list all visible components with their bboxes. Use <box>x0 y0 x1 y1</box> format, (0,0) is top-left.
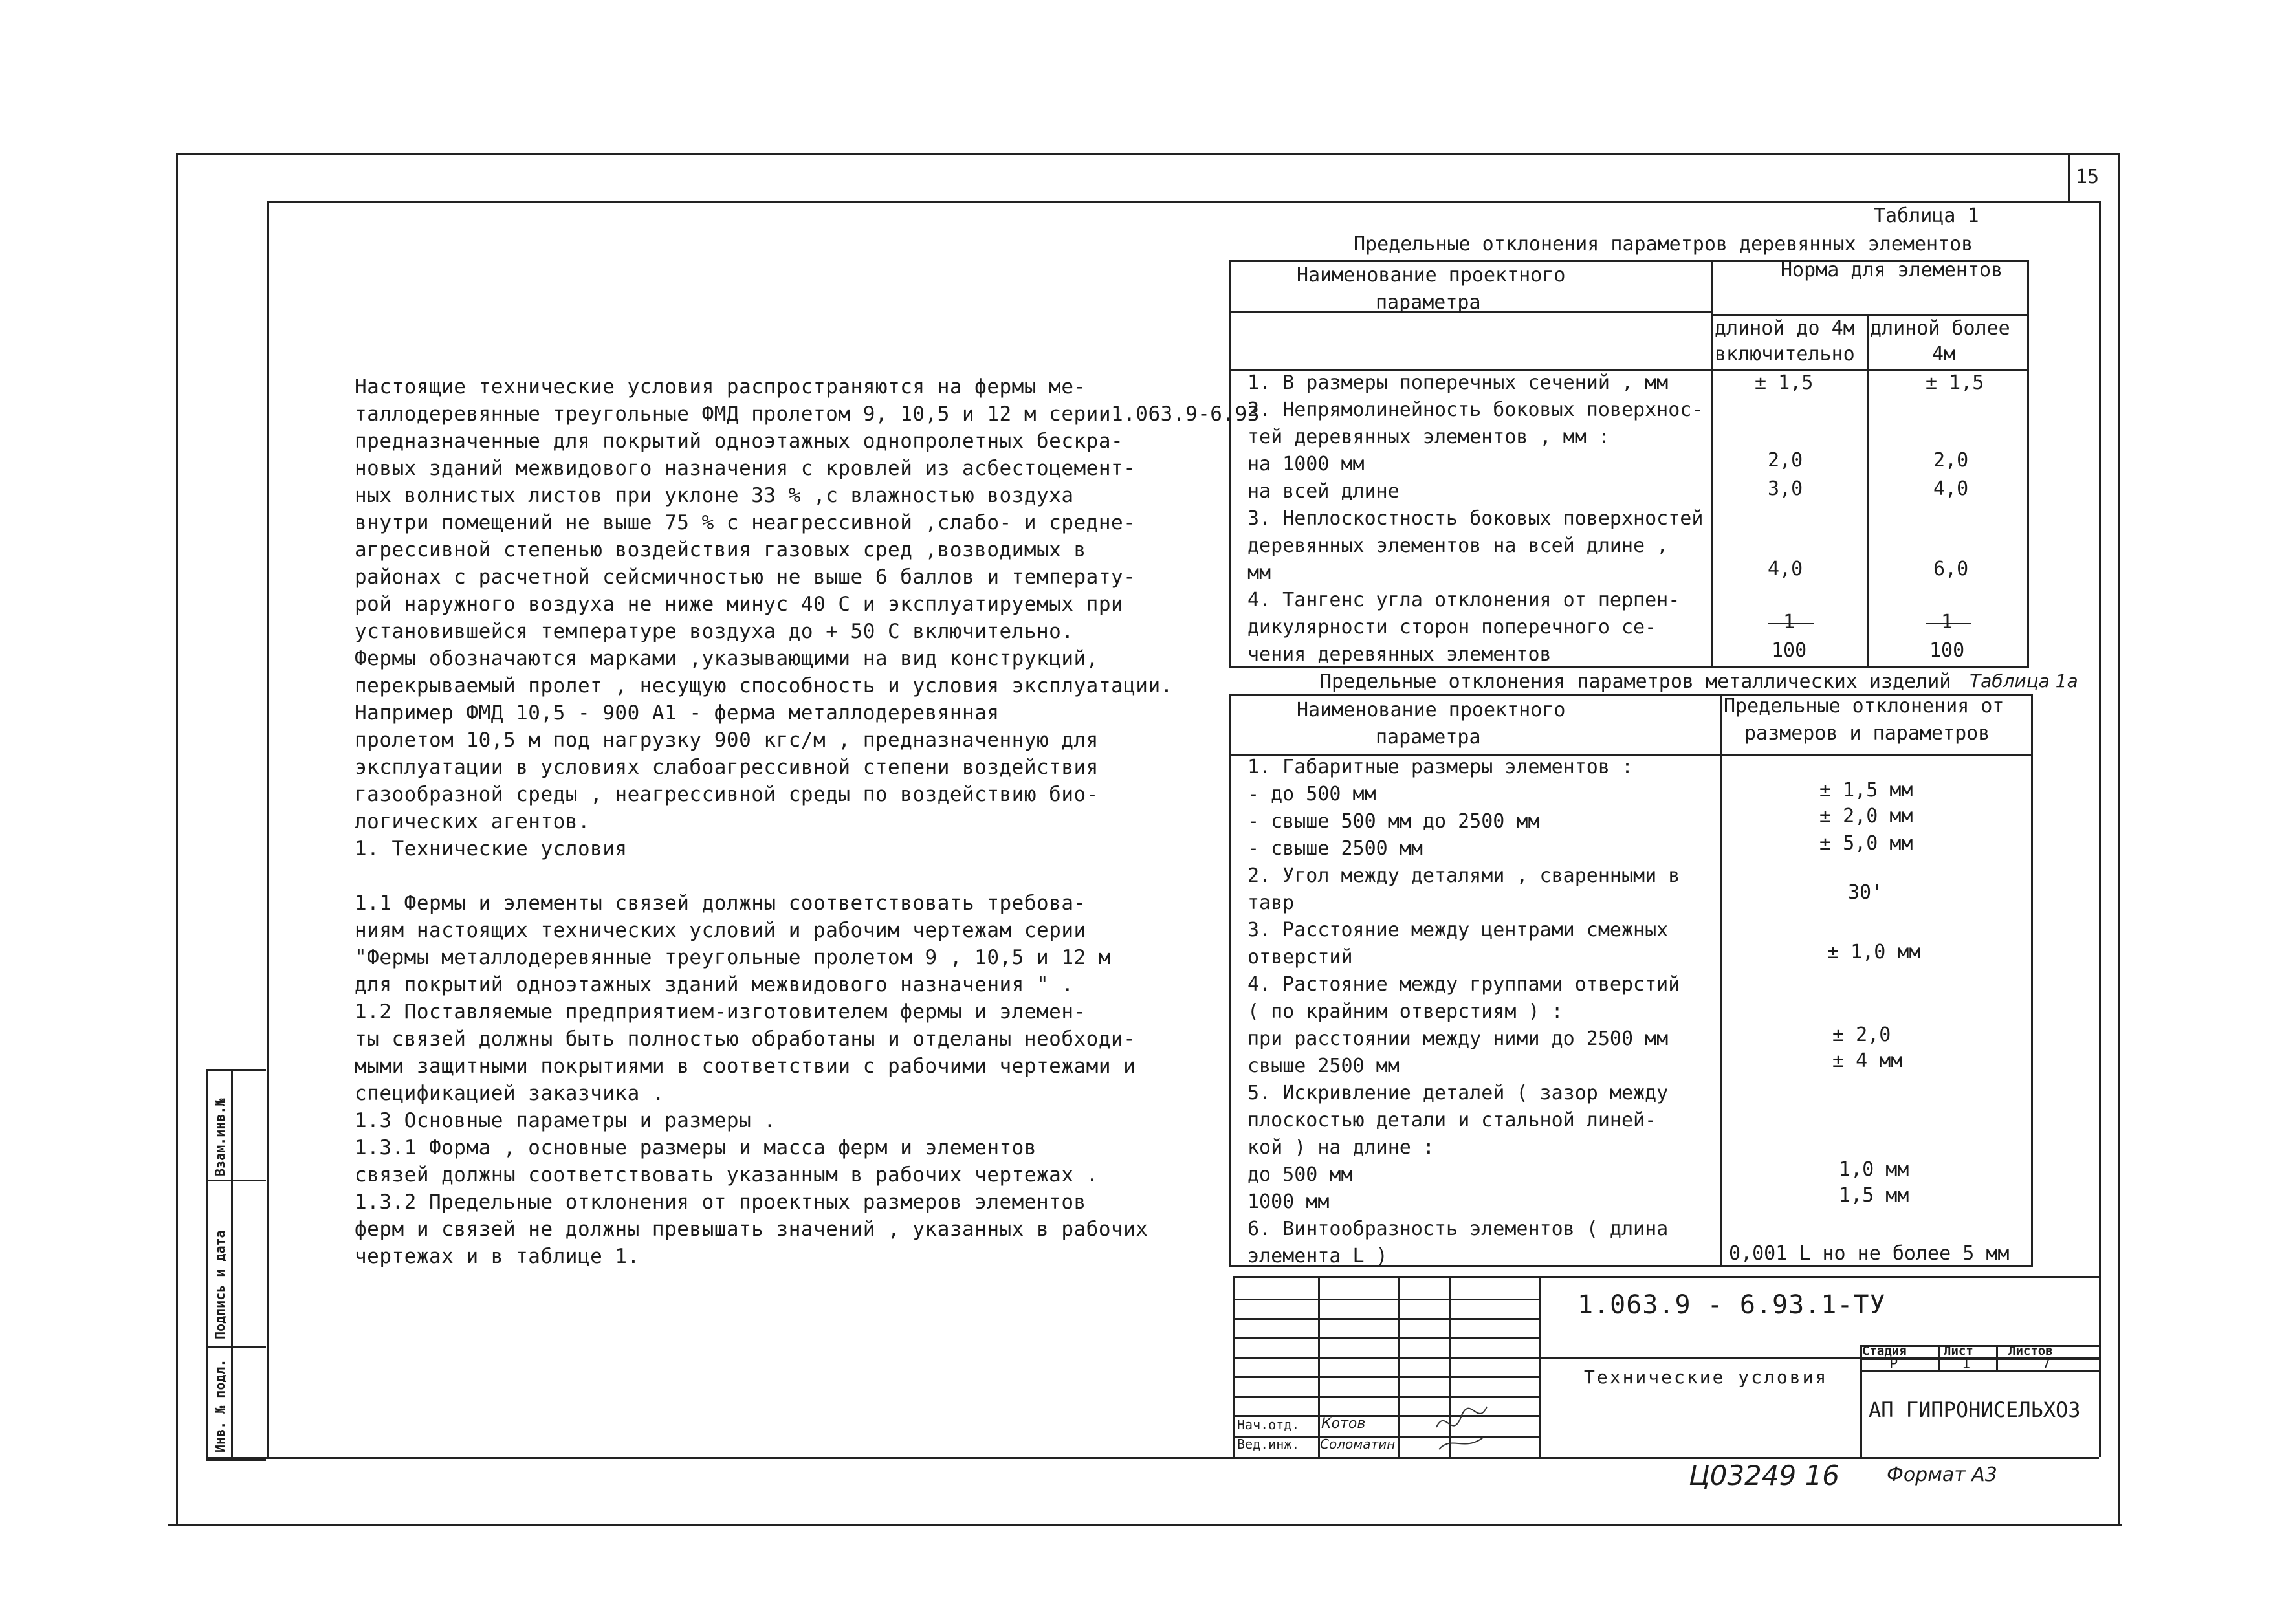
bottom-format: Формат А3 <box>1887 1464 1997 1486</box>
table1-header-col1: включительно <box>1715 343 1855 366</box>
body-line: ниям настоящих технических условий и рабочим чертежам серии <box>355 919 1086 942</box>
table1a-value: ± 4 мм <box>1832 1049 1903 1072</box>
table1a-row: тавр <box>1247 892 1295 914</box>
table1-header-name: Наименование проектного <box>1297 264 1566 287</box>
table1-header-col2: 4м <box>1932 343 1956 366</box>
body-line: новых зданий межвидового назначения с кровлей из асбестоцемент- <box>355 457 1136 480</box>
sheet-number-box-left <box>2068 153 2070 201</box>
table1a-row: отверстий <box>1247 946 1353 969</box>
table1a-row: 4. Растояние между группами отверстий <box>1247 973 1680 996</box>
table1a-value: ± 1,5 мм <box>1819 779 1913 802</box>
body-line: спецификацией заказчика . <box>355 1082 665 1105</box>
outer-frame-top <box>176 153 2120 155</box>
table1a-row: 6. Винтообразность элементов ( длина <box>1247 1218 1669 1240</box>
inner-frame-top <box>267 201 2099 203</box>
body-line: пролетом 10,5 м под нагрузку 900 кгс/м , предназначенную для <box>355 729 1099 752</box>
table1-header-col2: длиной более <box>1870 317 2010 340</box>
stamp-title: Технические условия <box>1584 1366 1828 1388</box>
table1-row: мм <box>1247 562 1271 584</box>
table1a-value: ± 1,0 мм <box>1827 941 1921 963</box>
body-line: внутри помещений не выше 75 % с неагрессивной ,слабо- и средне- <box>355 511 1136 534</box>
table1a-row: элемента L ) <box>1247 1245 1388 1267</box>
table1a-value: ± 2,0 <box>1832 1024 1891 1046</box>
sheet-number: 15 <box>2076 166 2100 188</box>
table1-value: 6,0 <box>1933 558 1969 580</box>
table1-header-name: параметра <box>1376 291 1481 314</box>
body-line: мыми защитными покрытиями в соответствии с рабочими чертежами и <box>355 1055 1136 1078</box>
body-line: 1.3 Основные параметры и размеры . <box>355 1109 776 1132</box>
body-line: чертежах и в таблице 1. <box>355 1245 640 1268</box>
table1a-header-dev: размеров и параметров <box>1744 722 1990 745</box>
outer-frame-bottom <box>168 1524 2122 1526</box>
inner-frame-left <box>267 201 269 1457</box>
outer-frame-right <box>2118 153 2120 1524</box>
table1a-value: 1,0 мм <box>1839 1158 1909 1181</box>
body-line: 1.3.1 Форма , основные размеры и масса ферм и элементов <box>355 1136 1037 1159</box>
table1a-row: плоскостью детали и стальной линей- <box>1247 1109 1657 1132</box>
outer-frame-left <box>176 153 178 1524</box>
table1-value: ± 1,5 <box>1755 371 1814 394</box>
table1a-title: Предельные отклонения параметров металлических изделий <box>1320 670 1951 693</box>
body-line: таллодеревянные треугольные ФМД пролетом 9, 10,5 и 12 м серии1.063.9-6.93 <box>355 402 1260 426</box>
table1-row: тей деревянных элементов , мм : <box>1247 426 1610 448</box>
table1a-header-dev: Предельные отклонения от <box>1724 695 2004 718</box>
body-line: перекрываемый пролет , несущую способность и условия эксплуатации. <box>355 674 1173 697</box>
table1a-value: 1,5 мм <box>1839 1184 1909 1207</box>
stamp-sheets: 7 <box>2042 1356 2051 1372</box>
body-line: предназначенные для покрытий одноэтажных однопролетных бескра- <box>355 430 1124 453</box>
body-line: связей должны соответствовать указанным в рабочих чертежах . <box>355 1163 1099 1187</box>
table1a-header-name: параметра <box>1376 726 1481 749</box>
inner-frame-right <box>2099 201 2101 1457</box>
stamp-sheet: 1 <box>1962 1356 1971 1372</box>
stamp-code: 1.063.9 - 6.93.1-ТУ <box>1577 1290 1886 1320</box>
table1-row: 1. В размеры поперечных сечений , мм <box>1247 371 1669 394</box>
table1-row: 2. Непрямолинейность боковых поверхнос- <box>1247 399 1704 421</box>
body-line: Например ФМД 10,5 - 900 А1 - ферма металлодеревянная <box>355 701 1000 725</box>
table1a-row: свыше 2500 мм <box>1247 1055 1400 1077</box>
body-line: 1.1 Фермы и элементы связей должны соответствовать требова- <box>355 892 1086 915</box>
side-label-replace-inv: Взам.инв.№ <box>212 1098 228 1176</box>
body-line: Фермы обозначаются марками ,указывающими на вид конструкций, <box>355 647 1099 670</box>
table1-row: 4. Тангенс угла отклонения от перпен- <box>1247 589 1680 611</box>
table1a-value: ± 5,0 мм <box>1819 832 1913 855</box>
table1-title: Предельные отклонения параметров деревянных элементов <box>1354 233 1973 256</box>
table1-row: на 1000 мм <box>1247 453 1365 476</box>
table1-row: деревянных элементов на всей длине , <box>1247 534 1669 557</box>
body-line: газообразной среды , неагрессивной среды по воздействию био- <box>355 783 1099 806</box>
table1-value: 1 <box>1783 611 1795 633</box>
table1a-value: ± 2,0 мм <box>1819 805 1913 828</box>
body-line: ферм и связей не должны превышать значений , указанных в рабочих <box>355 1218 1148 1241</box>
body-line: ты связей должны быть полностью обработаны и отделаны необходи- <box>355 1027 1136 1051</box>
body-line: Настоящие технические условия распространяются на фермы ме- <box>355 375 1086 399</box>
body-line: рой наружного воздуха не ниже минус 40 С и эксплуатируемых при <box>355 593 1124 616</box>
table1a-row: 1000 мм <box>1247 1191 1330 1213</box>
stamp-col-stage: Стадия <box>1862 1344 1907 1358</box>
side-label-inv-orig: Инв. № подл. <box>212 1359 228 1453</box>
signature-icon <box>1433 1401 1491 1456</box>
table1a-caption: Таблица 1а <box>1970 670 2078 692</box>
side-label-sign-date: Подпись и дата <box>212 1230 228 1339</box>
body-line: ных волнистых листов при уклоне 33 % ,с влажностью воздуха <box>355 484 1074 507</box>
table1-value: 1 <box>1941 611 1953 633</box>
stamp-org: АП ГИПРОНИСЕЛЬХОЗ <box>1869 1398 2081 1422</box>
table1-value: ± 1,5 <box>1926 371 1984 394</box>
body-line: эксплуатации в условиях слабоагрессивной степени воздействия <box>355 756 1099 779</box>
table1-value: 3,0 <box>1768 477 1803 500</box>
body-line: районах с расчетной сейсмичностью не выше 6 баллов и температу- <box>355 565 1136 589</box>
table1a-row: кой ) на длине : <box>1247 1136 1434 1159</box>
table1a-row: - свыше 2500 мм <box>1247 837 1423 860</box>
table1-header-norm: Норма для элементов <box>1781 259 2003 281</box>
body-line: агрессивной степенью воздействия газовых сред ,возводимых в <box>355 538 1086 562</box>
table1-row: на всей длине <box>1247 480 1400 503</box>
table1-row: чения деревянных элементов <box>1247 643 1552 666</box>
body-line: установившейся температуре воздуха до + 50 С включительно. <box>355 620 1074 643</box>
stamp-name2: Соломатин <box>1320 1436 1396 1452</box>
table1a-row: 5. Искривление деталей ( зазор между <box>1247 1082 1669 1104</box>
table1-value: 4,0 <box>1933 477 1969 500</box>
table1a-row: 3. Расстояние между центрами смежных <box>1247 919 1669 941</box>
table1a-row: - до 500 мм <box>1247 783 1376 806</box>
table1a-header-name: Наименование проектного <box>1297 699 1566 721</box>
table1-value: 2,0 <box>1933 449 1969 472</box>
table1a-row: ( по крайним отверстиям ) : <box>1247 1000 1563 1023</box>
table1a-row: - свыше 500 мм до 2500 мм <box>1247 810 1540 833</box>
table1-row: 3. Неплоскостность боковых поверхностей <box>1247 507 1704 530</box>
body-line: для покрытий одноэтажных зданий межвидового назначения " . <box>355 973 1074 996</box>
stamp-role1: Нач.отд. <box>1237 1417 1300 1432</box>
table1-header-col1: длиной до 4м <box>1715 317 1855 340</box>
stamp-name1: Котов <box>1321 1416 1366 1432</box>
section-heading: 1. Технические условия <box>355 837 628 861</box>
table1a-value: 0,001 L но не более 5 мм <box>1729 1242 2010 1265</box>
table1a-row: при расстоянии между ними до 2500 мм <box>1247 1027 1669 1050</box>
table1a-row: 1. Габаритные размеры элементов : <box>1247 756 1634 778</box>
table1-caption: Таблица 1 <box>1874 204 1979 227</box>
table1-value: 100 <box>1929 639 1965 662</box>
table1a-row: 2. Угол между деталями , сваренными в <box>1247 864 1680 887</box>
stamp-col-sheets: Листов <box>2008 1344 2053 1358</box>
table1-row: дикулярности сторон поперечного се- <box>1247 616 1657 639</box>
body-line: логических агентов. <box>355 810 591 833</box>
bottom-inventory: Ц03249 16 <box>1689 1460 1840 1491</box>
table1-value: 2,0 <box>1768 449 1803 472</box>
body-line: "Фермы металлодеревянные треугольные пролетом 9 , 10,5 и 12 м <box>355 946 1111 969</box>
stamp-stage: Р <box>1889 1356 1898 1372</box>
table1a-value: 30' <box>1848 881 1883 904</box>
body-line: 1.2 Поставляемые предприятием-изготовителем фермы и элемен- <box>355 1000 1086 1024</box>
table1a-row: до 500 мм <box>1247 1163 1353 1186</box>
stamp-col-sheet: Лист <box>1944 1344 1973 1358</box>
table1-value: 100 <box>1772 639 1807 662</box>
body-line: 1.3.2 Предельные отклонения от проектных размеров элементов <box>355 1191 1086 1214</box>
table1-value: 4,0 <box>1768 558 1803 580</box>
stamp-role2: Вед.инж. <box>1237 1436 1300 1452</box>
